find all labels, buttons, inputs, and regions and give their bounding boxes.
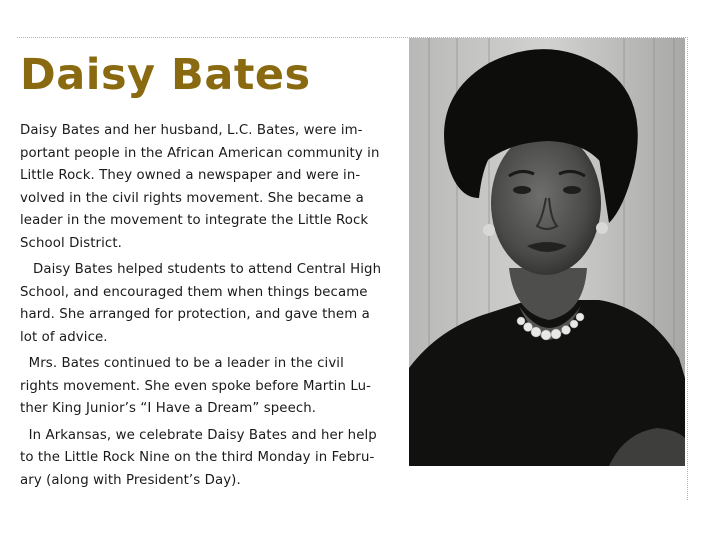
text-line: Little Rock. They owned a newspaper and were in-: [20, 168, 361, 183]
text-line: Daisy Bates helped students to attend Central High: [20, 262, 382, 277]
text-line: ther King Junior’s “I Have a Dream” speech.: [20, 401, 317, 416]
text-line: Daisy Bates and her husband, L.C. Bates, were im-: [20, 123, 363, 138]
portrait-photo: [409, 38, 685, 466]
article-body: [20, 120, 392, 496]
text-line: In Arkansas, we celebrate Daisy Bates and her help: [20, 427, 377, 443]
text-line: leader in the movement to integrate the Little Rock: [20, 213, 369, 228]
portrait-photo-icon: [409, 38, 685, 466]
frame-right-border: [687, 37, 688, 500]
text-line: lot of advice.: [20, 329, 108, 345]
paragraph: [20, 120, 392, 255]
paragraph: [20, 353, 392, 421]
paragraph: [20, 425, 392, 493]
text-line: School District.: [20, 235, 122, 251]
text-line: volved in the civil rights movement. She became a: [20, 190, 364, 206]
text-line: portant people in the African American community in: [20, 145, 380, 161]
text-line: School, and encouraged them when things became: [20, 284, 368, 300]
text-line: Mrs. Bates continued to be a leader in the civil: [20, 356, 344, 371]
text-line: to the Little Rock Nine on the third Monday in Febru-: [20, 450, 375, 465]
page-title: Daisy Bates: [20, 50, 311, 100]
text-line: rights movement. She even spoke before Martin Lu-: [20, 378, 372, 394]
text-line: hard. She arranged for protection, and gave them a: [20, 307, 370, 322]
text-line: ary (along with President’s Day).: [20, 472, 241, 488]
paragraph: [20, 259, 392, 349]
